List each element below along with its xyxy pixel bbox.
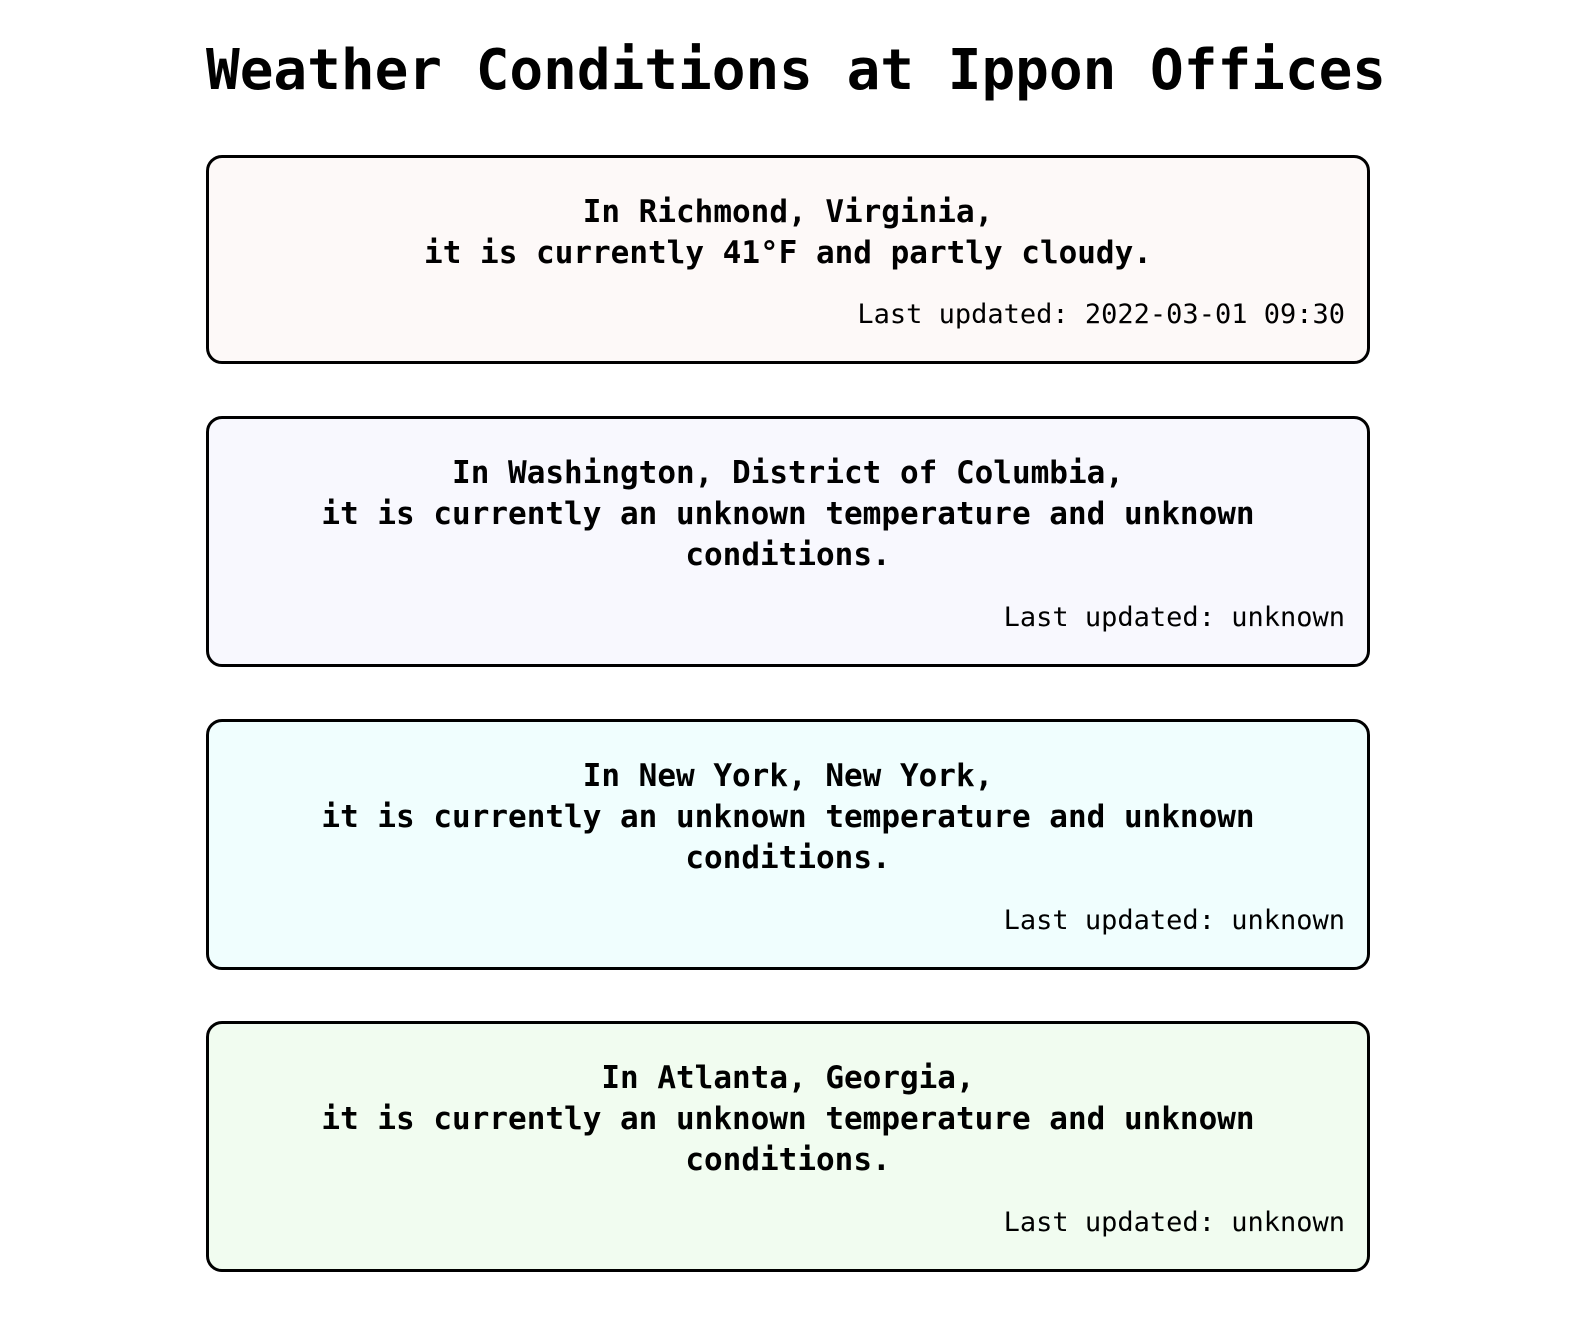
location-line: In Washington, District of Columbia, (452, 455, 1124, 491)
weather-card-richmond (206, 155, 1370, 364)
location-line: In New York, New York, (582, 758, 994, 794)
weather-card-body (209, 1058, 1367, 1181)
conditions-line: it is currently 41°F and partly cloudy. (424, 235, 1152, 271)
weather-card-body (209, 756, 1367, 879)
conditions-line: it is currently an unknown temperature and unknown conditions. (321, 799, 1255, 876)
location-line: In Richmond, Virginia, (582, 194, 994, 230)
weather-card-body (209, 192, 1367, 274)
weather-card-washington (206, 416, 1370, 667)
last-updated: Last updated: unknown (1003, 1207, 1345, 1238)
location-line: In Atlanta, Georgia, (601, 1060, 975, 1096)
last-updated: Last updated: unknown (1003, 905, 1345, 936)
weather-card-body (209, 453, 1367, 576)
conditions-line: it is currently an unknown temperature and unknown conditions. (321, 1101, 1255, 1178)
weather-card-new-york (206, 719, 1370, 970)
conditions-line: it is currently an unknown temperature and unknown conditions. (321, 496, 1255, 573)
weather-card-atlanta (206, 1021, 1370, 1272)
page-title: Weather Conditions at Ippon Offices (206, 38, 1387, 103)
last-updated: Last updated: 2022-03-01 09:30 (857, 299, 1345, 330)
last-updated: Last updated: unknown (1003, 602, 1345, 633)
